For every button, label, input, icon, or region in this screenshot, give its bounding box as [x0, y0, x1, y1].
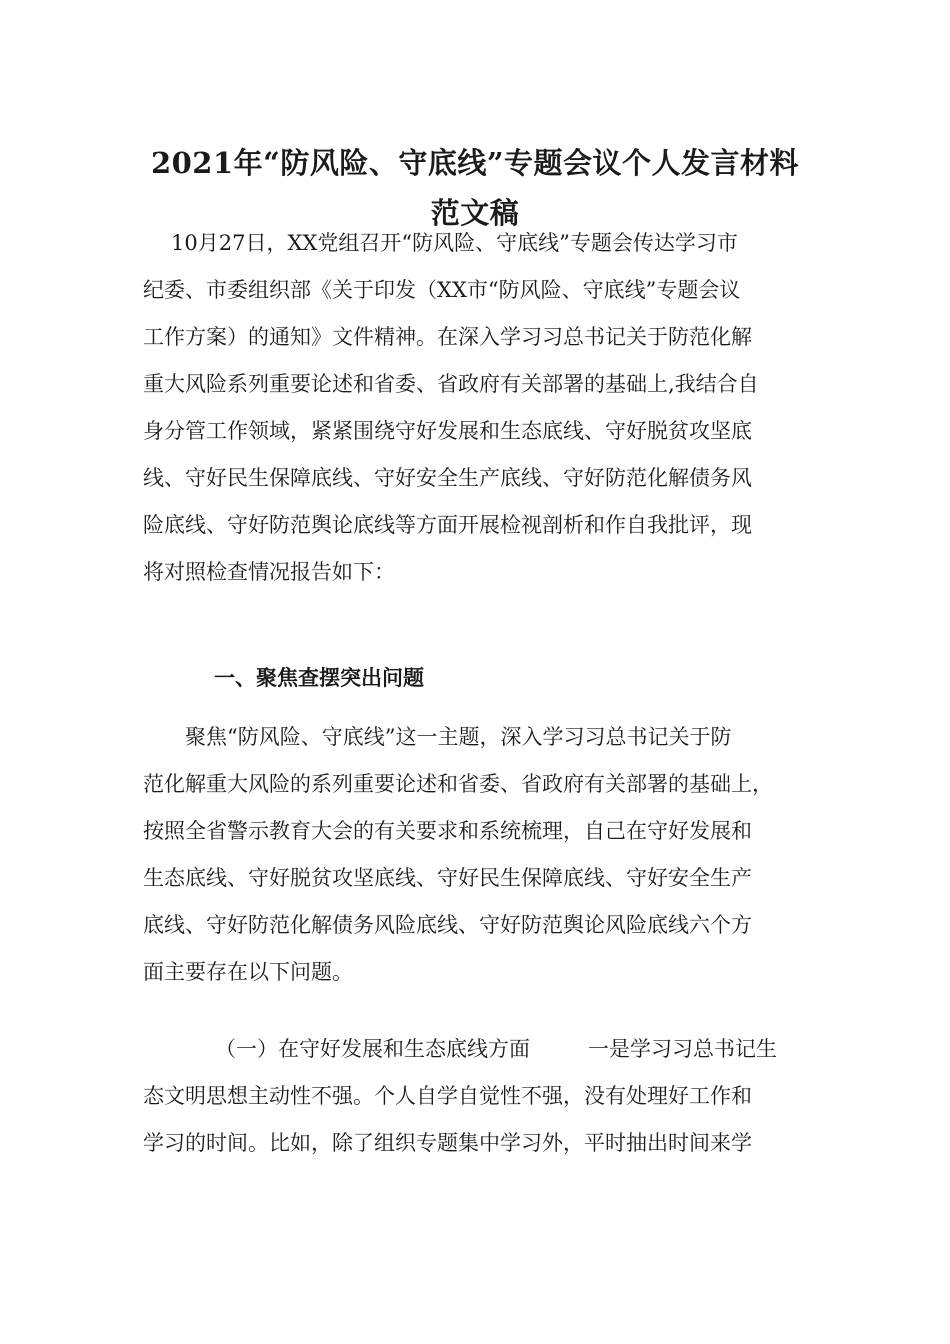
paragraph-line: 按照全省警示教育大会的有关要求和系统梳理，自己在守好发展和 — [143, 819, 752, 843]
paragraph-line: 态文明思想主动性不强。个人自学自觉性不强，没有处理好工作和 — [143, 1084, 752, 1108]
paragraph-line: 生态底线、守好脱贫攻坚底线、守好民生保障底线、守好安全生产 — [143, 866, 752, 890]
title-line-1: 2021年“防风险、守底线”专题会议个人发言材料 — [150, 146, 800, 180]
paragraph-line: 将对照检查情况报告如下： — [143, 560, 395, 584]
paragraph-line: 工作方案）的通知》文件精神。在深入学习习总书记关于防范化解 — [143, 325, 752, 349]
paragraph-line: 学习的时间。比如，除了组织专题集中学习外，平时抽出时间来学 — [143, 1131, 752, 1155]
subsection-paragraph — [143, 1026, 811, 1167]
title-line-2: 范文稿 — [430, 196, 520, 230]
paragraph-line: 底线、守好防范化解债务风险底线、守好防范舆论风险底线六个方 — [143, 913, 752, 937]
paragraph-line: 身分管工作领域，紧紧围绕守好发展和生态底线、守好脱贫攻坚底 — [143, 419, 752, 443]
paragraph-text: 一是学习习总书记生 — [588, 1037, 777, 1061]
section-heading: 一、聚焦查摆突出问题 — [214, 665, 424, 690]
subsection-heading: （一）在守好发展和生态底线方面 — [215, 1037, 530, 1061]
paragraph-line: 面主要存在以下问题。 — [143, 960, 353, 984]
paragraph-line: 范化解重大风险的系列重要论述和省委、省政府有关部署的基础上， — [143, 772, 773, 796]
paragraph-line: 线、守好民生保障底线、守好安全生产底线、守好防范化解债务风 — [143, 466, 752, 490]
paragraph-line — [143, 1026, 811, 1073]
paragraph-line: 10月27日，XX党组召开“防风险、守底线”专题会传达学习市 — [171, 231, 738, 255]
paragraph-line: 纪委、市委组织部《关于印发（XX市“防风险、守底线”专题会议 — [143, 278, 741, 302]
paragraph-line: 聚焦“防风险、守底线”这一主题，深入学习习总书记关于防 — [185, 725, 732, 749]
paragraph-line: 险底线、守好防范舆论底线等方面开展检视剖析和作自我批评，现 — [143, 513, 752, 537]
intro-paragraph — [143, 220, 811, 596]
section-paragraph — [143, 714, 811, 996]
paragraph-line: 重大风险系列重要论述和省委、省政府有关部署的基础上,我结合自 — [143, 372, 759, 396]
